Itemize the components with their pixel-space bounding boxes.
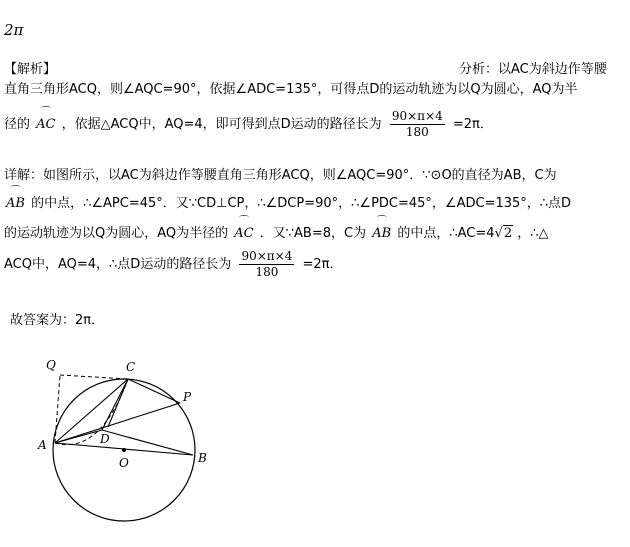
analysis-tag: 【解析】: [4, 62, 57, 77]
line-ap: [55, 403, 180, 443]
analysis-line3-a: 径的: [4, 117, 31, 132]
dashed-aq: [55, 375, 60, 443]
sqrt-radicand: 2: [503, 226, 513, 241]
label-b: B: [198, 451, 207, 465]
label-c: C: [126, 360, 136, 374]
analysis-line3: [4, 104, 493, 142]
arc-ab-label: ⌒ AB: [6, 192, 25, 212]
fraction-numerator-2: 90×π×4: [241, 249, 293, 263]
point-o: [122, 448, 126, 452]
top-answer: 2π: [4, 21, 24, 39]
detail-line3-a: 的运动轨迹为以Q为圆心，AQ为半径的: [4, 226, 229, 241]
line-cd: [102, 379, 128, 430]
fraction-numerator: 90×π×4: [391, 109, 443, 123]
detail-line1: 详解：如图所示，以AC为斜边作等腰直角三角形ACQ，则∠AQC=90°．∵⊙O的直径为AB，C为: [4, 168, 557, 183]
geometry-figure: [20, 345, 250, 545]
detail-line4-b: =2π．: [302, 257, 343, 272]
detail-line3: [4, 222, 549, 242]
arc-ab-label-2: ⌒ AB: [372, 222, 391, 242]
sqrt-symbol: √: [494, 226, 503, 241]
line-cd2: [108, 379, 128, 427]
analysis-line3-c: =2π．: [452, 117, 493, 132]
label-p: P: [183, 390, 192, 404]
path-length-fraction: [390, 109, 445, 140]
label-q: Q: [46, 358, 56, 372]
label-a: A: [38, 438, 47, 452]
detail-line2: [4, 192, 571, 212]
line-cp: [128, 379, 180, 403]
conclusion: 故答案为：2π．: [10, 313, 105, 328]
analysis-line2: 直角三角形ACQ，则∠AQC=90°，依据∠ADC=135°，可得点D的运动轨迹为以Q为圆心，AQ为半: [4, 82, 578, 97]
arc-ac-label: ⌒ AC: [36, 104, 55, 142]
label-d: D: [100, 432, 110, 446]
dashed-qc: [60, 375, 128, 379]
detail-line3-c: 的中点，∴AC=4: [397, 226, 495, 241]
label-o: O: [119, 456, 129, 470]
detail-line4: [4, 248, 343, 282]
analysis-line3-b: ，依据△ACQ中，AQ=4，即可得到点D运动的路径长为: [61, 117, 382, 132]
arc-ac-label-2: ⌒ AC: [234, 222, 253, 242]
fraction-denominator: 180: [405, 125, 429, 139]
analysis-label: 分析：: [459, 62, 499, 77]
fraction-denominator-2: 180: [255, 265, 279, 279]
detail-line3-b: ．又∵AB=8，C为: [259, 226, 367, 241]
detail-line3-d: ，∴△: [517, 226, 549, 241]
detail-line4-a: ACQ中，AQ=4，∴点D运动的路径长为: [4, 257, 232, 272]
analysis-first-line: [459, 62, 607, 78]
detail-line2-text: 的中点，∴∠APC=45°．又∵CD⊥CP，∴∠DCP=90°，∴∠PDC=45°，∠ADC=135°，∴点D: [31, 196, 572, 211]
path-length-fraction-2: [239, 249, 294, 280]
analysis-line1-tail: 以AC为斜边作等腰: [498, 62, 607, 77]
